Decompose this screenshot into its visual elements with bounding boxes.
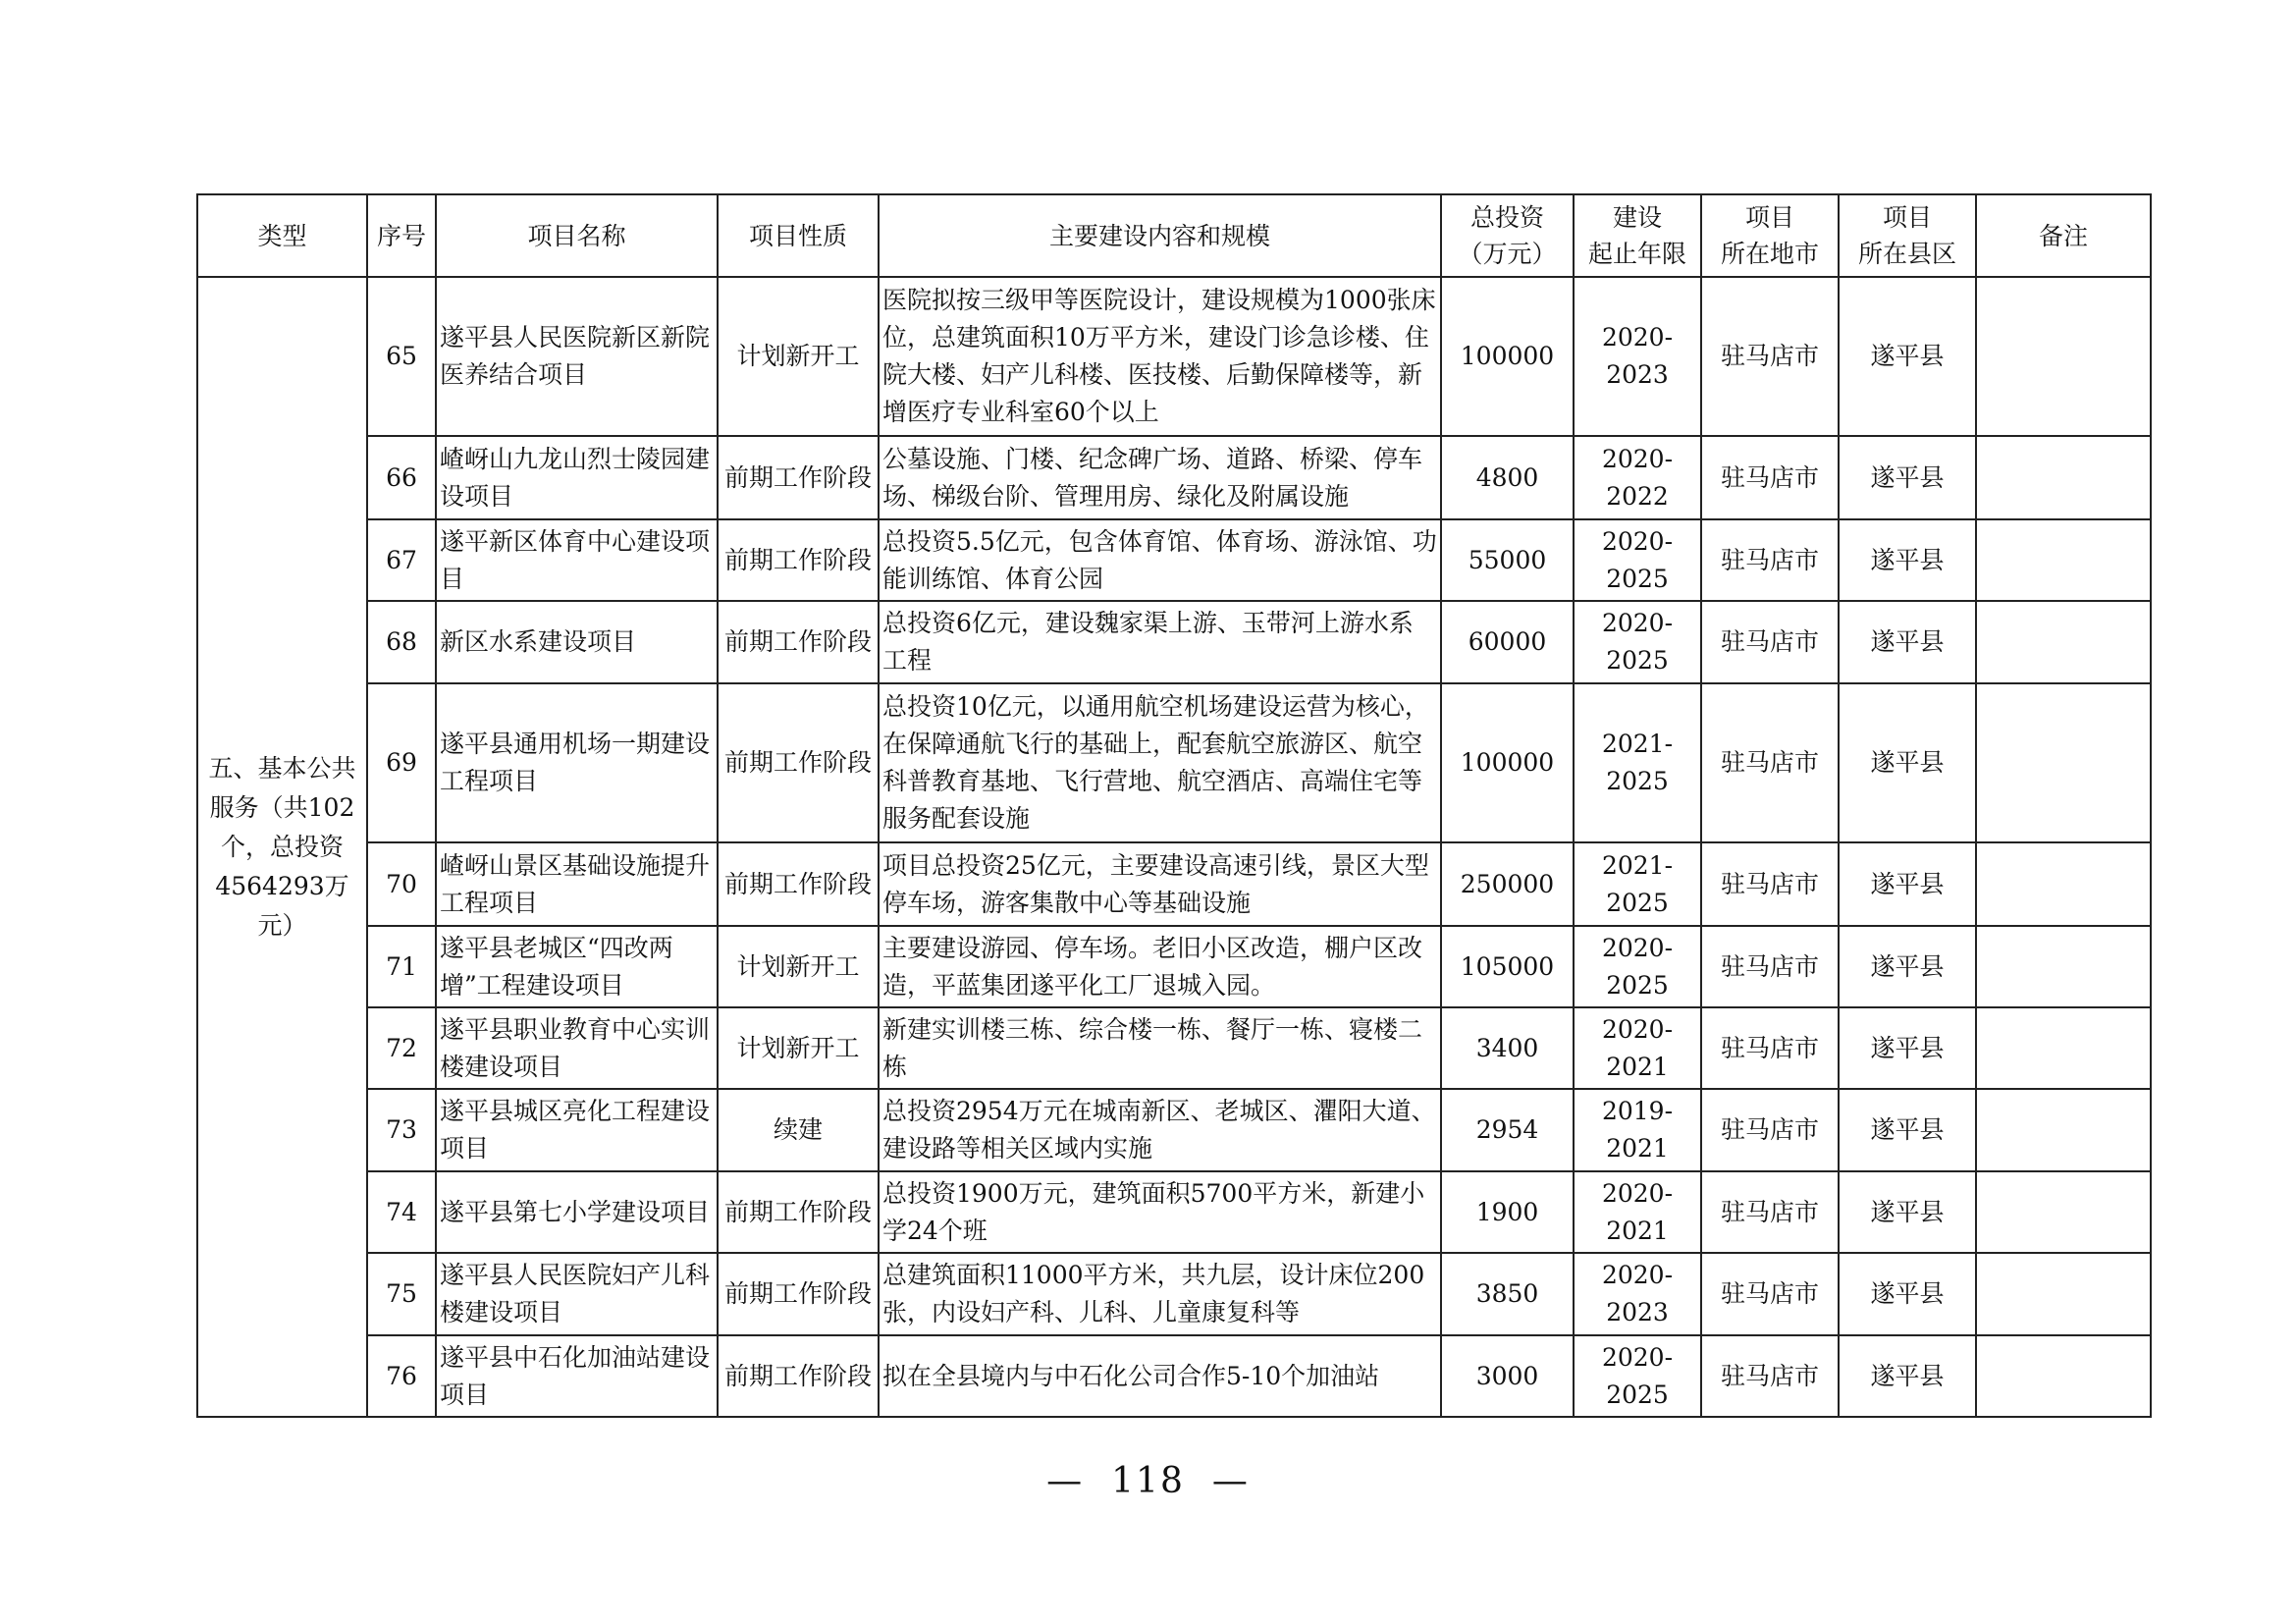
row-nature: 前期工作阶段: [718, 601, 879, 683]
row-county: 遂平县: [1839, 519, 1976, 601]
row-content: 新建实训楼三栋、综合楼一栋、餐厅一栋、寝楼二栋: [879, 1007, 1441, 1089]
row-content: 项目总投资25亿元，主要建设高速引线，景区大型停车场，游客集散中心等基础设施: [879, 842, 1441, 926]
table-row: [197, 842, 2151, 926]
row-content: 医院拟按三级甲等医院设计，建设规模为1000张床位，总建筑面积10万平方米，建设门诊急诊楼、住院大楼、妇产儿科楼、医技楼、后勤保障楼等，新增医疗专业科室60个以上: [879, 277, 1441, 436]
row-county: 遂平县: [1839, 926, 1976, 1007]
row-city: 驻马店市: [1701, 842, 1839, 926]
row-investment: 2954: [1441, 1089, 1574, 1171]
row-county: 遂平县: [1839, 601, 1976, 683]
row-city: 驻马店市: [1701, 683, 1839, 842]
row-county: 遂平县: [1839, 277, 1976, 436]
row-remark: [1976, 1089, 2151, 1171]
table-row: [197, 277, 2151, 436]
header-city-line1: 项目: [1744, 203, 1794, 232]
header-type: 类型: [197, 194, 367, 277]
row-city: 驻马店市: [1701, 1335, 1839, 1417]
row-no: 71: [367, 926, 436, 1007]
row-no: 70: [367, 842, 436, 926]
table-row: [197, 1335, 2151, 1417]
row-content: 总投资2954万元在城南新区、老城区、灈阳大道、建设路等相关区域内实施: [879, 1089, 1441, 1171]
row-nature: 计划新开工: [718, 1007, 879, 1089]
row-content: 总投资10亿元，以通用航空机场建设运营为核心，在保障通航飞行的基础上，配套航空旅游区、航空科普教育基地、飞行营地、航空酒店、高端住宅等服务配套设施: [879, 683, 1441, 842]
row-remark: [1976, 842, 2151, 926]
row-content: 总投资6亿元，建设魏家渠上游、玉带河上游水系工程: [879, 601, 1441, 683]
row-content: 总投资1900万元，建筑面积5700平方米，新建小学24个班: [879, 1171, 1441, 1253]
row-period: 2020-2025: [1574, 519, 1701, 601]
table-row: [197, 519, 2151, 601]
row-name: 遂平县职业教育中心实训楼建设项目: [436, 1007, 718, 1089]
row-period: 2020-2025: [1574, 1335, 1701, 1417]
header-investment-line2: （万元）: [1458, 240, 1557, 268]
row-name: 遂平县第七小学建设项目: [436, 1171, 718, 1253]
footer-dash-left: —: [1046, 1461, 1085, 1501]
row-name: 遂平县通用机场一期建设工程项目: [436, 683, 718, 842]
table-row: [197, 1007, 2151, 1089]
table-row: [197, 601, 2151, 683]
row-county: 遂平县: [1839, 1007, 1976, 1089]
row-investment: 100000: [1441, 277, 1574, 436]
row-investment: 55000: [1441, 519, 1574, 601]
header-content: 主要建设内容和规模: [879, 194, 1441, 277]
row-name: 遂平县老城区“四改两增”工程建设项目: [436, 926, 718, 1007]
row-investment: 1900: [1441, 1171, 1574, 1253]
row-city: 驻马店市: [1701, 1253, 1839, 1335]
row-county: 遂平县: [1839, 842, 1976, 926]
row-content: 拟在全县境内与中石化公司合作5-10个加油站: [879, 1335, 1441, 1417]
header-name: 项目名称: [436, 194, 718, 277]
row-content: 公墓设施、门楼、纪念碑广场、道路、桥梁、停车场、梯级台阶、管理用房、绿化及附属设施: [879, 436, 1441, 519]
row-county: 遂平县: [1839, 1253, 1976, 1335]
row-investment: 3850: [1441, 1253, 1574, 1335]
header-county: [1839, 194, 1976, 277]
table-row: [197, 1089, 2151, 1171]
row-investment: 4800: [1441, 436, 1574, 519]
row-city: 驻马店市: [1701, 601, 1839, 683]
table-row: [197, 436, 2151, 519]
row-nature: 前期工作阶段: [718, 683, 879, 842]
row-no: 75: [367, 1253, 436, 1335]
row-city: 驻马店市: [1701, 277, 1839, 436]
row-name: 遂平县中石化加油站建设项目: [436, 1335, 718, 1417]
row-name: 遂平县人民医院新区新院医养结合项目: [436, 277, 718, 436]
header-period: [1574, 194, 1701, 277]
row-nature: 续建: [718, 1089, 879, 1171]
row-investment: 60000: [1441, 601, 1574, 683]
row-county: 遂平县: [1839, 1335, 1976, 1417]
row-content: 主要建设游园、停车场。老旧小区改造，棚户区改造，平蓝集团遂平化工厂退城入园。: [879, 926, 1441, 1007]
row-city: 驻马店市: [1701, 519, 1839, 601]
row-nature: 前期工作阶段: [718, 1335, 879, 1417]
header-period-line2: 起止年限: [1587, 240, 1686, 268]
row-remark: [1976, 277, 2151, 436]
row-city: 驻马店市: [1701, 1089, 1839, 1171]
row-period: 2020-2025: [1574, 601, 1701, 683]
row-period: 2021-2025: [1574, 842, 1701, 926]
row-remark: [1976, 1171, 2151, 1253]
row-name: 遂平新区体育中心建设项目: [436, 519, 718, 601]
row-remark: [1976, 1253, 2151, 1335]
footer-dash-right: —: [1211, 1461, 1250, 1501]
row-remark: [1976, 519, 2151, 601]
row-investment: 105000: [1441, 926, 1574, 1007]
row-name: 嵖岈山景区基础设施提升工程项目: [436, 842, 718, 926]
row-investment: 250000: [1441, 842, 1574, 926]
page-footer: [0, 1461, 2296, 1501]
row-remark: [1976, 683, 2151, 842]
header-nature: 项目性质: [718, 194, 879, 277]
row-name: 新区水系建设项目: [436, 601, 718, 683]
row-remark: [1976, 436, 2151, 519]
header-county-line1: 项目: [1882, 203, 1932, 232]
row-no: 67: [367, 519, 436, 601]
page-number: 118: [1111, 1461, 1185, 1501]
row-no: 65: [367, 277, 436, 436]
row-county: 遂平县: [1839, 436, 1976, 519]
header-city: [1701, 194, 1839, 277]
row-remark: [1976, 601, 2151, 683]
row-city: 驻马店市: [1701, 436, 1839, 519]
row-no: 73: [367, 1089, 436, 1171]
table-row: [197, 1253, 2151, 1335]
row-county: 遂平县: [1839, 1171, 1976, 1253]
row-investment: 3000: [1441, 1335, 1574, 1417]
row-period: 2020-2021: [1574, 1171, 1701, 1253]
row-nature: 前期工作阶段: [718, 436, 879, 519]
row-city: 驻马店市: [1701, 926, 1839, 1007]
header-no: 序号: [367, 194, 436, 277]
row-period: 2019-2021: [1574, 1089, 1701, 1171]
table-row: [197, 1171, 2151, 1253]
row-period: 2021-2025: [1574, 683, 1701, 842]
header-city-line2: 所在地市: [1720, 240, 1819, 268]
row-city: 驻马店市: [1701, 1171, 1839, 1253]
row-remark: [1976, 926, 2151, 1007]
table-header-row: [197, 194, 2151, 277]
row-investment: 3400: [1441, 1007, 1574, 1089]
header-period-line1: 建设: [1612, 203, 1662, 232]
row-remark: [1976, 1335, 2151, 1417]
row-investment: 100000: [1441, 683, 1574, 842]
row-no: 69: [367, 683, 436, 842]
row-no: 66: [367, 436, 436, 519]
table-row: [197, 683, 2151, 842]
header-county-line2: 所在县区: [1857, 240, 1956, 268]
row-nature: 计划新开工: [718, 277, 879, 436]
row-period: 2020-2022: [1574, 436, 1701, 519]
header-investment: [1441, 194, 1574, 277]
header-remark: 备注: [1976, 194, 2151, 277]
row-county: 遂平县: [1839, 683, 1976, 842]
row-name: 遂平县人民医院妇产儿科楼建设项目: [436, 1253, 718, 1335]
row-content: 总建筑面积11000平方米，共九层，设计床位200张，内设妇产科、儿科、儿童康复科等: [879, 1253, 1441, 1335]
row-no: 68: [367, 601, 436, 683]
row-period: 2020-2021: [1574, 1007, 1701, 1089]
row-content: 总投资5.5亿元，包含体育馆、体育场、游泳馆、功能训练馆、体育公园: [879, 519, 1441, 601]
row-period: 2020-2023: [1574, 1253, 1701, 1335]
row-name: 遂平县城区亮化工程建设项目: [436, 1089, 718, 1171]
row-nature: 前期工作阶段: [718, 842, 879, 926]
project-table: [196, 193, 2152, 1418]
row-remark: [1976, 1007, 2151, 1089]
row-county: 遂平县: [1839, 1089, 1976, 1171]
row-period: 2020-2025: [1574, 926, 1701, 1007]
row-nature: 计划新开工: [718, 926, 879, 1007]
header-investment-line1: 总投资: [1469, 203, 1544, 232]
category-cell: 五、基本公共服务（共102个，总投资4564293万元）: [197, 277, 367, 1417]
row-period: 2020-2023: [1574, 277, 1701, 436]
row-no: 76: [367, 1335, 436, 1417]
row-city: 驻马店市: [1701, 1007, 1839, 1089]
row-no: 74: [367, 1171, 436, 1253]
row-nature: 前期工作阶段: [718, 1171, 879, 1253]
table-row: [197, 926, 2151, 1007]
row-nature: 前期工作阶段: [718, 1253, 879, 1335]
row-name: 嵖岈山九龙山烈士陵园建设项目: [436, 436, 718, 519]
row-no: 72: [367, 1007, 436, 1089]
row-nature: 前期工作阶段: [718, 519, 879, 601]
